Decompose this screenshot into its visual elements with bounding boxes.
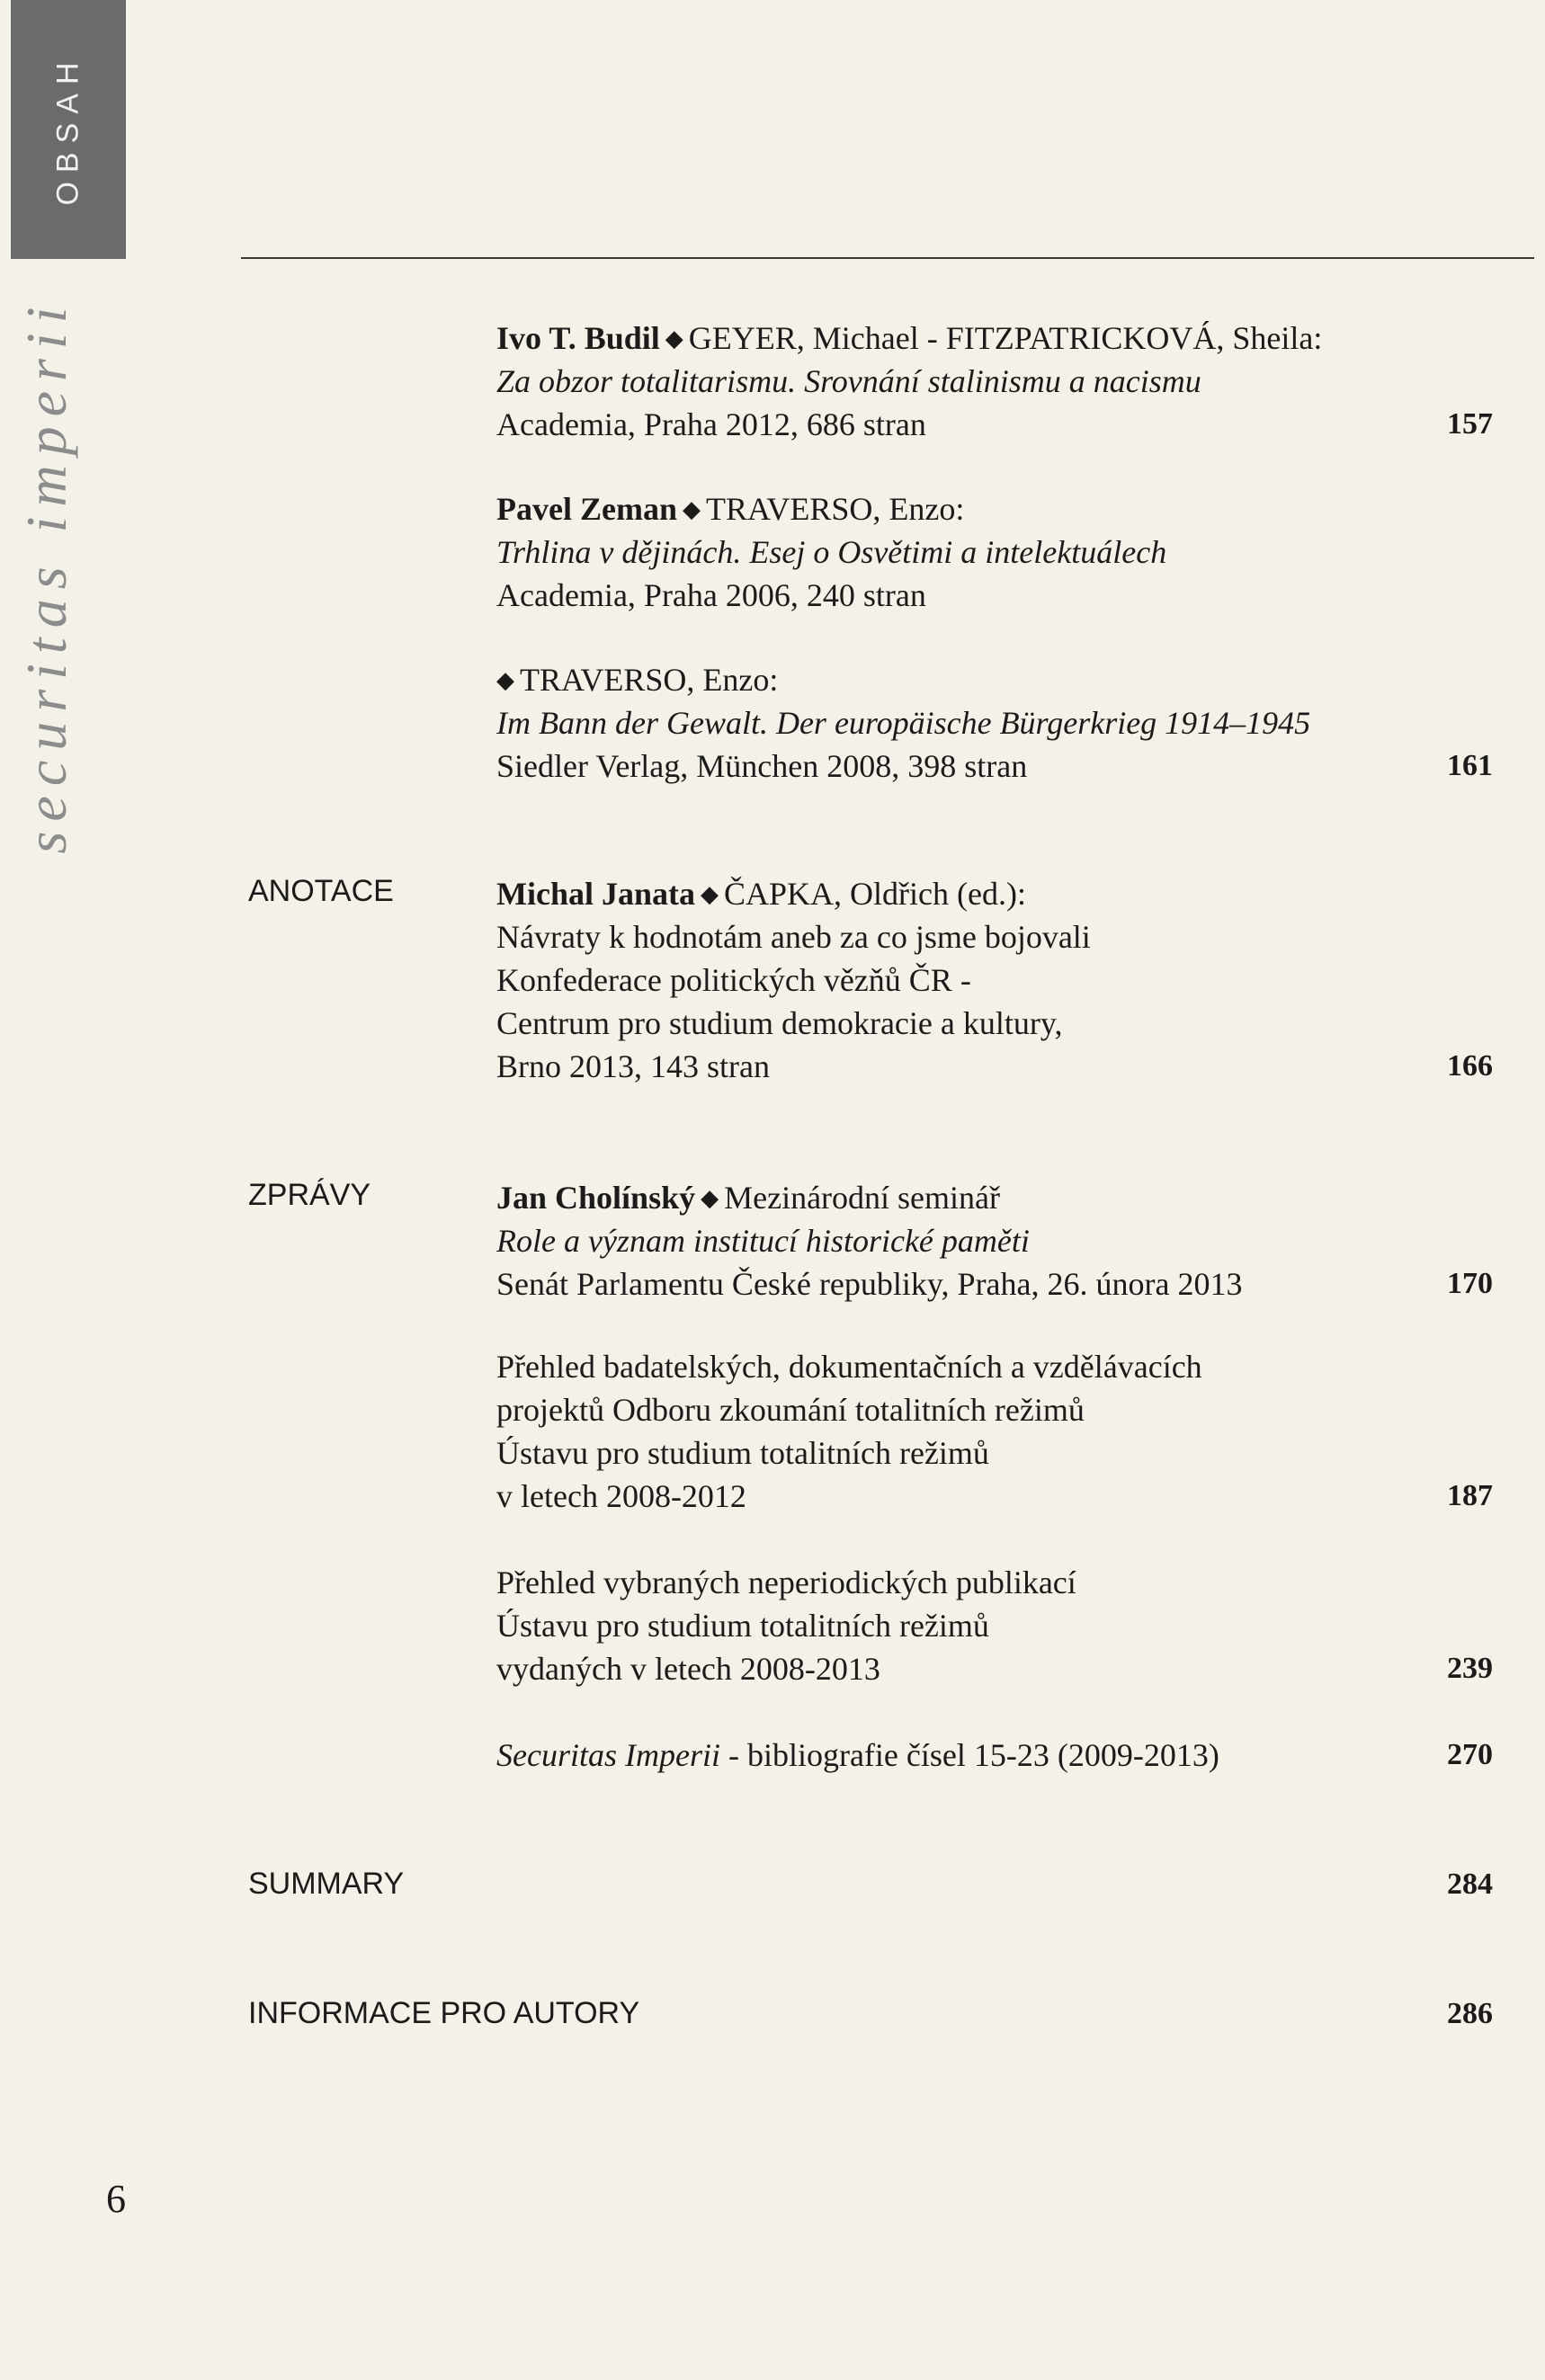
entry-subject: TRAVERSO, Enzo: [705, 491, 965, 527]
page-ref-161[interactable]: 161 [1447, 749, 1493, 782]
page-number: 6 [106, 2177, 126, 2221]
page-ref-239[interactable]: 239 [1447, 1652, 1493, 1685]
entry-title: Role a význam institucí historické paměti [496, 1223, 1030, 1259]
side-tab [11, 0, 126, 259]
entry-line: Přehled badatelských, dokumentačních a vzdělávacích [496, 1349, 1202, 1385]
entry-publication: Academia, Praha 2012, 686 stran [496, 406, 926, 442]
entry-title: Za obzor totalitarismu. Srovnání stalinismu a nacismu [496, 363, 1201, 399]
toc-entry-zeman[interactable] [496, 487, 1396, 617]
entry-subject: Mezinárodní seminář [724, 1180, 1001, 1216]
header-rule [241, 257, 1534, 259]
entry-line: v letech 2008-2012 [496, 1478, 746, 1514]
toc-entry-prehled-projektu[interactable] [496, 1345, 1396, 1518]
entry-line: projektů Odboru zkoumání totalitních režimů [496, 1392, 1085, 1428]
diamond-icon: ◆ [496, 667, 514, 693]
entry-line: Přehled vybraných neperiodických publikací [496, 1564, 1076, 1600]
toc-entry-bibliografie[interactable] [496, 1734, 1396, 1777]
entry-line: vydaných v letech 2008-2013 [496, 1651, 880, 1687]
spine-title: securitas imperii [14, 297, 78, 854]
entry-subject: ČAPKA, Oldřich (ed.): [724, 876, 1026, 912]
entry-line: - bibliografie čísel 15-23 (2009-2013) [719, 1737, 1219, 1773]
section-informace: INFORMACE PRO AUTORY [248, 1996, 640, 2030]
page-ref-270[interactable]: 270 [1447, 1738, 1493, 1771]
entry-publication: Siedler Verlag, München 2008, 398 stran [496, 748, 1028, 784]
toc-entry-cholinsky[interactable] [496, 1176, 1396, 1306]
entry-author: Pavel Zeman [496, 491, 677, 527]
entry-line: Centrum pro studium demokracie a kultury, [496, 1005, 1063, 1041]
page-ref-166[interactable]: 166 [1447, 1049, 1493, 1083]
section-zpravy: ZPRÁVY [248, 1178, 371, 1212]
diamond-icon: ◆ [682, 496, 701, 522]
entry-title: Securitas Imperii [496, 1737, 720, 1773]
toc-entry-prehled-publikaci[interactable] [496, 1561, 1396, 1690]
page-ref-284[interactable]: 284 [1447, 1867, 1493, 1901]
toc-entry-budil[interactable] [496, 316, 1396, 446]
toc-entry-zeman-2[interactable] [496, 658, 1396, 788]
entry-line: Brno 2013, 143 stran [496, 1048, 770, 1084]
entry-title: Im Bann der Gewalt. Der europäische Bürgerkrieg 1914–1945 [496, 705, 1311, 741]
page-ref-286[interactable]: 286 [1447, 1997, 1493, 2030]
entry-title: Trhlina v dějinách. Esej o Osvětimi a intelektuálech [496, 534, 1167, 570]
entry-publication: Academia, Praha 2006, 240 stran [496, 577, 926, 613]
page-ref-157[interactable]: 157 [1447, 407, 1493, 441]
entry-line: Konfederace politických vězňů ČR - [496, 962, 971, 998]
entry-author: Jan Cholínský [496, 1180, 696, 1216]
diamond-icon: ◆ [701, 1185, 719, 1211]
entry-line: Senát Parlamentu České republiky, Praha, 26. února 2013 [496, 1266, 1243, 1302]
page-ref-187[interactable]: 187 [1447, 1479, 1493, 1512]
side-tab-label: OBSAH [50, 53, 85, 206]
toc-entry-janata[interactable] [496, 872, 1396, 1088]
entry-author: Michal Janata [496, 876, 695, 912]
entry-line: Návraty k hodnotám aneb za co jsme bojovali [496, 919, 1091, 955]
section-summary: SUMMARY [248, 1867, 405, 1901]
section-anotace: ANOTACE [248, 874, 394, 908]
entry-author: Ivo T. Budil [496, 320, 660, 356]
page-ref-170[interactable]: 170 [1447, 1267, 1493, 1300]
entry-line: Ústavu pro studium totalitních režimů [496, 1608, 989, 1644]
entry-line: Ústavu pro studium totalitních režimů [496, 1435, 989, 1471]
diamond-icon: ◆ [665, 325, 683, 352]
entry-subject: GEYER, Michael - FITZPATRICKOVÁ, Sheila: [688, 320, 1323, 356]
diamond-icon: ◆ [701, 881, 719, 907]
entry-subject: TRAVERSO, Enzo: [520, 662, 779, 698]
